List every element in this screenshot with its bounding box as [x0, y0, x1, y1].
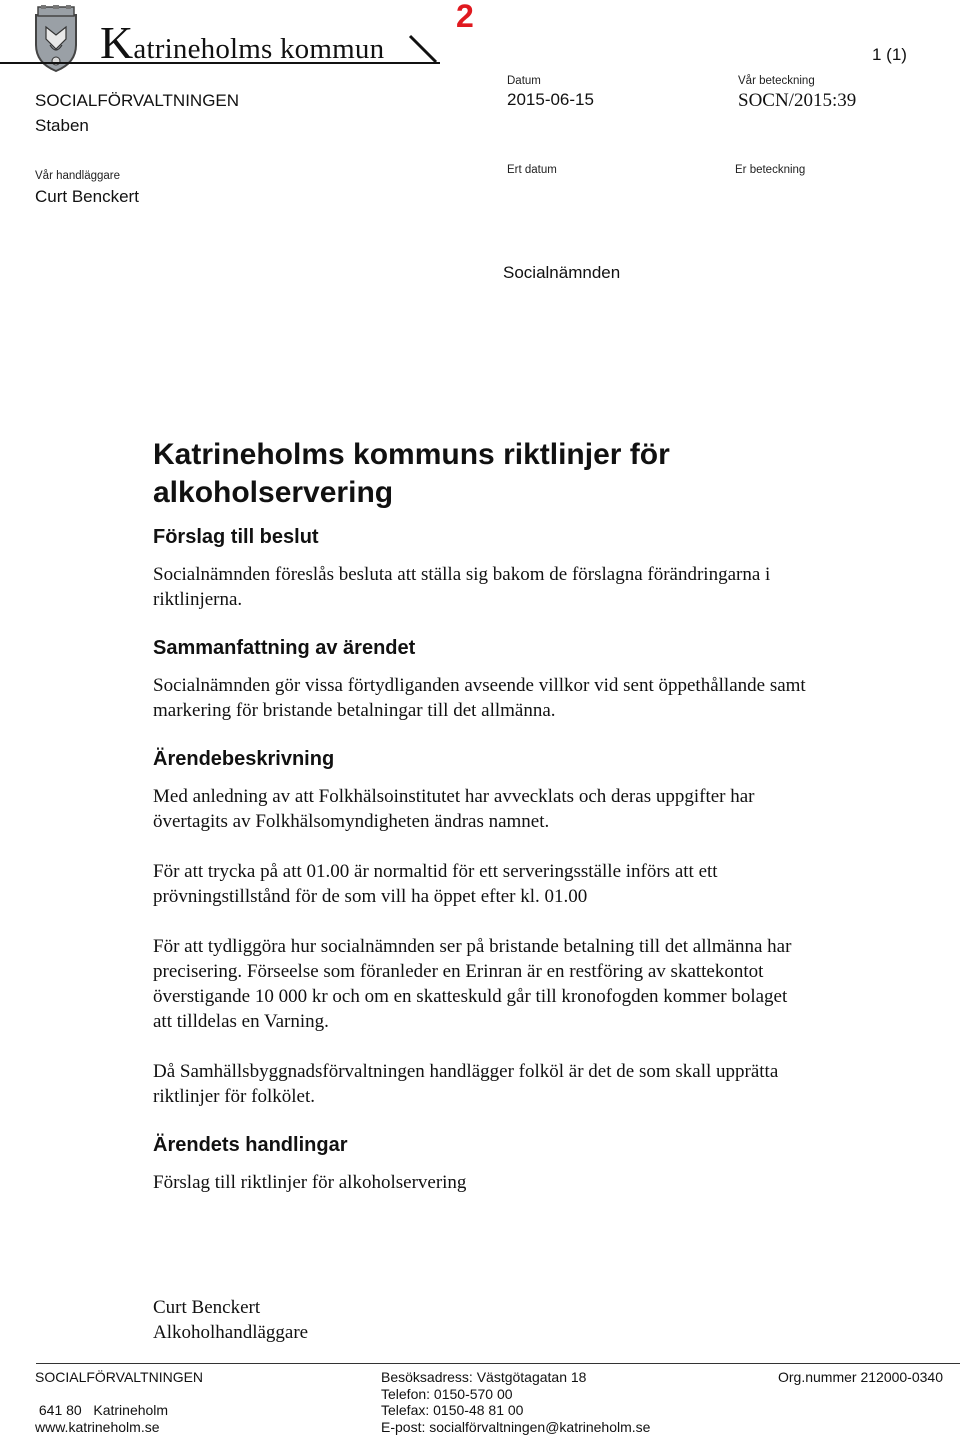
reference-label: Vår beteckning — [738, 75, 815, 87]
paragraph-line: Förslag till riktlinjer för alkoholservering — [153, 1172, 467, 1193]
handler-name: Curt Benckert — [35, 187, 139, 206]
paragraph-line: precisering. Förseelse som föranleder en Erinran är en restföring av skattekontot — [153, 961, 764, 982]
footer-org: SOCIALFÖRVALTNINGEN — [35, 1369, 204, 1385]
page-number: 1 (1) — [872, 45, 907, 64]
paragraph — [153, 784, 913, 834]
document-title: Katrineholms kommuns riktlinjer för alkoholservering — [153, 438, 670, 509]
signature-name: Curt Benckert — [153, 1297, 261, 1318]
date-label: Datum — [507, 75, 541, 87]
section-heading-description: Ärendebeskrivning — [153, 748, 335, 770]
paragraph-line: Socialnämnden gör vissa förtydliganden avseende villkor vid sent öppethållande samt — [153, 675, 806, 696]
your-date-label: Ert datum — [507, 164, 557, 176]
footer-divider — [36, 1363, 960, 1364]
unit-name: Staben — [35, 116, 89, 135]
paragraph-line: markering för bristande betalningar till det allmänna. — [153, 700, 556, 721]
paragraph-line: Med anledning av att Folkhälsoinstitutet har avvecklats och deras uppgifter har — [153, 786, 755, 807]
reference-value: SOCN/2015:39 — [738, 90, 857, 111]
date-value: 2015-06-15 — [507, 90, 594, 109]
section-heading-summary: Sammanfattning av ärendet — [153, 637, 416, 659]
section-heading-documents: Ärendets handlingar — [153, 1134, 348, 1156]
paragraph-line: prövningstillstånd för de som vill ha öppet efter kl. 01.00 — [153, 886, 588, 907]
paragraph — [153, 673, 913, 723]
paragraph — [153, 859, 913, 909]
paragraph-line: överstigande 10 000 kr och om en skatteskuld går till kronofogden kommer bolaget — [153, 986, 788, 1007]
municipality-wordmark: Katrineholms kommun — [100, 17, 385, 68]
footer-visiting-address: Besöksadress: Västgötagatan 18 — [381, 1369, 587, 1385]
paragraph — [153, 1059, 913, 1109]
logo-slash-mark — [406, 34, 442, 64]
footer-website[interactable]: www.katrineholm.se — [35, 1419, 160, 1435]
footer-email[interactable]: E-post: socialförvaltningen@katrineholm.se — [381, 1419, 651, 1435]
paragraph-line: För att tydliggöra hur socialnämnden ser på bristande betalning till det allmänna har — [153, 936, 792, 957]
paragraph-line: Socialnämnden föreslås besluta att ställa sig bakom de förslagna förändringarna i — [153, 564, 771, 585]
paragraph — [153, 562, 913, 612]
footer-fax: Telefax: 0150-48 81 00 — [381, 1402, 524, 1418]
paragraph-line: riktlinjerna. — [153, 589, 243, 610]
page-badge: 2 — [456, 0, 474, 34]
paragraph-line: övertagits av Folkhälsomyndigheten ändras namnet. — [153, 811, 550, 832]
footer-org-number: Org.nummer 212000-0340 — [778, 1369, 943, 1385]
signature-title: Alkoholhandläggare — [153, 1322, 309, 1343]
paragraph-line: Då Samhällsbyggnadsförvaltningen handlägger folköl är det de som skall upprätta — [153, 1061, 779, 1082]
signature-block — [153, 1295, 913, 1345]
paragraph-line: För att trycka på att 01.00 är normaltid för ett serveringsställe införs att ett — [153, 861, 718, 882]
handler-label: Vår handläggare — [35, 170, 121, 182]
paragraph — [153, 934, 913, 1034]
paragraph-line: riktlinjer för folkölet. — [153, 1086, 315, 1107]
department-name: SOCIALFÖRVALTNINGEN — [35, 91, 240, 110]
paragraph-line: att tilldelas en Varning. — [153, 1011, 329, 1032]
paragraph — [153, 1170, 913, 1195]
section-heading-proposal: Förslag till beslut — [153, 526, 319, 548]
footer-postal-address: 641 80 Katrineholm — [35, 1402, 169, 1418]
recipient: Socialnämnden — [503, 263, 621, 282]
your-reference-label: Er beteckning — [735, 164, 806, 176]
footer-phone: Telefon: 0150-570 00 — [381, 1386, 513, 1402]
